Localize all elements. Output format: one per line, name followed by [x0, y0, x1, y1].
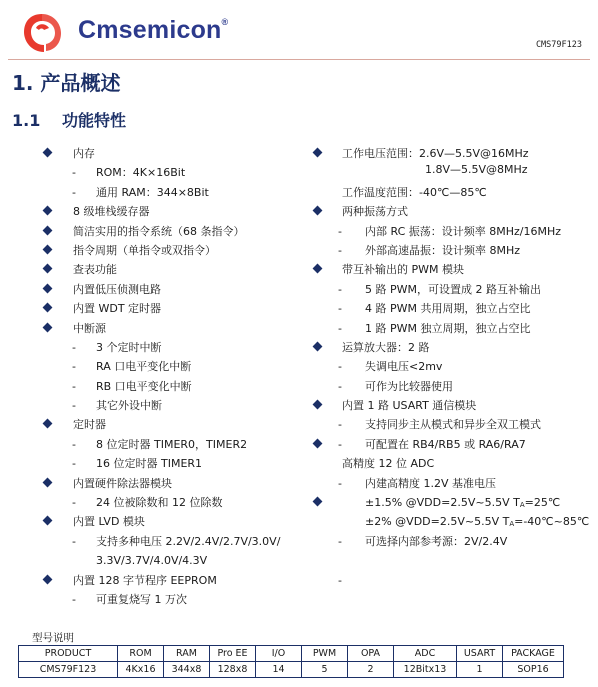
table-header-cell: ROM — [118, 646, 164, 662]
table-cell: CMS79F123 — [19, 662, 118, 678]
diamond-bullet-icon — [43, 516, 53, 526]
list-item: 指令周期（单指令或双指令） — [40, 241, 310, 260]
table-cell: 14 — [256, 662, 302, 678]
list-item: 两种振荡方式 — [310, 202, 590, 221]
diamond-bullet-icon — [43, 225, 53, 235]
list-item: - RB 口电平变化中断 — [72, 379, 192, 393]
list-item: - 5 路 PWM，可设置成 2 路互补输出 — [338, 282, 541, 296]
diamond-bullet-icon — [43, 245, 53, 255]
cmsemicon-logo-icon — [22, 12, 62, 54]
table-cell: 5 — [302, 662, 348, 678]
header-divider — [8, 59, 590, 60]
list-item: - 可选择内部参考源：2V/2.4V — [338, 534, 508, 548]
list-item: 运算放大器：2 路 — [310, 338, 590, 357]
diamond-bullet-icon — [43, 148, 53, 158]
model-table — [18, 645, 564, 678]
table-cell: 4Kx16 — [118, 662, 164, 678]
table-row — [19, 662, 564, 678]
list-item: - — [338, 573, 342, 587]
list-item: 1.8V—5.5V@8MHz — [425, 163, 528, 177]
features-left-column — [40, 144, 310, 609]
diamond-bullet-icon — [313, 497, 323, 507]
list-item: 内置低压侦测电路 — [40, 280, 310, 299]
table-header-cell: I/O — [256, 646, 302, 662]
list-item: - 可重复烧写 1 万次 — [72, 593, 187, 606]
features-right-column — [310, 144, 590, 590]
list-item: - 24 位被除数和 12 位除数 — [72, 496, 223, 510]
table-cell: 128x8 — [210, 662, 256, 678]
list-item: - 8 位定时器 TIMER0，TIMER2 — [72, 437, 248, 451]
page-header — [0, 0, 598, 62]
list-item: - RA 口电平变化中断 — [72, 360, 192, 374]
table-header-cell: ADC — [394, 646, 457, 662]
list-item: - 支持同步主从模式和异步全双工模式 — [338, 418, 541, 432]
diamond-bullet-icon — [43, 264, 53, 274]
list-item: 中断源 — [40, 319, 310, 338]
diamond-bullet-icon — [43, 419, 53, 429]
list-item: 带互补输出的 PWM 模块 — [310, 260, 590, 279]
table-cell: 344x8 — [164, 662, 210, 678]
list-item: ±2% @VDD=2.5V~5.5V TA=-40℃~85℃ — [365, 515, 590, 529]
diamond-bullet-icon — [43, 477, 53, 487]
table-cell: SOP16 — [503, 662, 564, 678]
diamond-bullet-icon — [313, 438, 323, 448]
list-item: - 通用 RAM：344×8Bit — [72, 185, 209, 199]
list-item: - 1 路 PWM 独立周期，独立占空比 — [338, 321, 531, 335]
list-item: - 可配置在 RB4/RB5 或 RA6/RA7 — [310, 435, 590, 454]
list-item: - 4 路 PWM 共用周期，独立占空比 — [338, 302, 531, 316]
diamond-bullet-icon — [313, 400, 323, 410]
table-cell: 1 — [457, 662, 503, 678]
list-item: 简洁实用的指令系统（68 条指令） — [40, 222, 310, 241]
table-header-cell: PACKAGE — [503, 646, 564, 662]
list-item: 工作温度范围：-40℃—85℃ — [342, 185, 487, 199]
table-header-row — [19, 646, 564, 662]
list-item: 内置 LVD 模块 — [40, 512, 310, 531]
section-title: 1. 产品概述 — [12, 71, 121, 95]
list-item: - 可作为比较器使用 — [338, 379, 453, 393]
list-item: 内存 — [40, 144, 310, 163]
list-item: 工作电压范围：2.6V—5.5V@16MHz — [310, 144, 590, 163]
list-item: - 内部 RC 振荡：设计频率 8MHz/16MHz — [338, 224, 562, 238]
diamond-bullet-icon — [43, 574, 53, 584]
model-table-label: 型号说明 — [32, 632, 74, 644]
table-header-cell: OPA — [348, 646, 394, 662]
list-item: 内置硬件除法器模块 — [40, 474, 310, 493]
table-cell: 12Bitx13 — [394, 662, 457, 678]
table-header-cell: Pro EE — [210, 646, 256, 662]
table-cell: 2 — [348, 662, 394, 678]
list-item — [310, 551, 590, 570]
list-item: - 内建高精度 1.2V 基准电压 — [338, 476, 497, 490]
diamond-bullet-icon — [43, 283, 53, 293]
table-header-cell: USART — [457, 646, 503, 662]
list-item: 内置 1 路 USART 通信模块 — [310, 396, 590, 415]
list-item: - 3 个定时中断 — [72, 340, 162, 354]
list-item: 查表功能 — [40, 260, 310, 279]
brand-name: Cmsemicon® — [78, 16, 229, 44]
diamond-bullet-icon — [43, 322, 53, 332]
diamond-bullet-icon — [313, 264, 323, 274]
list-item: ±1.5% @VDD=2.5V~5.5V TA=25℃ — [310, 493, 590, 512]
diamond-bullet-icon — [43, 303, 53, 313]
table-header-cell: PWM — [302, 646, 348, 662]
list-item: - 16 位定时器 TIMER1 — [72, 457, 203, 471]
list-item: - 支持多种电压 2.2V/2.4V/2.7V/3.0V/ 3.3V/3.7V/4.0V/4.3V — [72, 534, 281, 568]
subsection-title: 1.1 功能特性 — [12, 111, 127, 130]
list-item: - 外部高速晶振：设计频率 8MHz — [338, 243, 521, 257]
diamond-bullet-icon — [43, 206, 53, 216]
list-item: - 其它外设中断 — [72, 399, 162, 413]
model-code: CMS79F123 — [535, 40, 582, 50]
table-header-cell: PRODUCT — [19, 646, 118, 662]
list-item: 定时器 — [40, 415, 310, 434]
diamond-bullet-icon — [313, 341, 323, 351]
list-item: - ROM：4K×16Bit — [72, 166, 186, 180]
list-item: 内置 128 字节程序 EEPROM — [40, 571, 310, 590]
list-item: - 失调电压<2mv — [338, 360, 443, 374]
list-item: 8 级堆栈缓存器 — [40, 202, 310, 221]
list-item: 高精度 12 位 ADC — [342, 457, 435, 471]
diamond-bullet-icon — [313, 206, 323, 216]
diamond-bullet-icon — [313, 148, 323, 158]
table-header-cell: RAM — [164, 646, 210, 662]
list-item: 内置 WDT 定时器 — [40, 299, 310, 318]
